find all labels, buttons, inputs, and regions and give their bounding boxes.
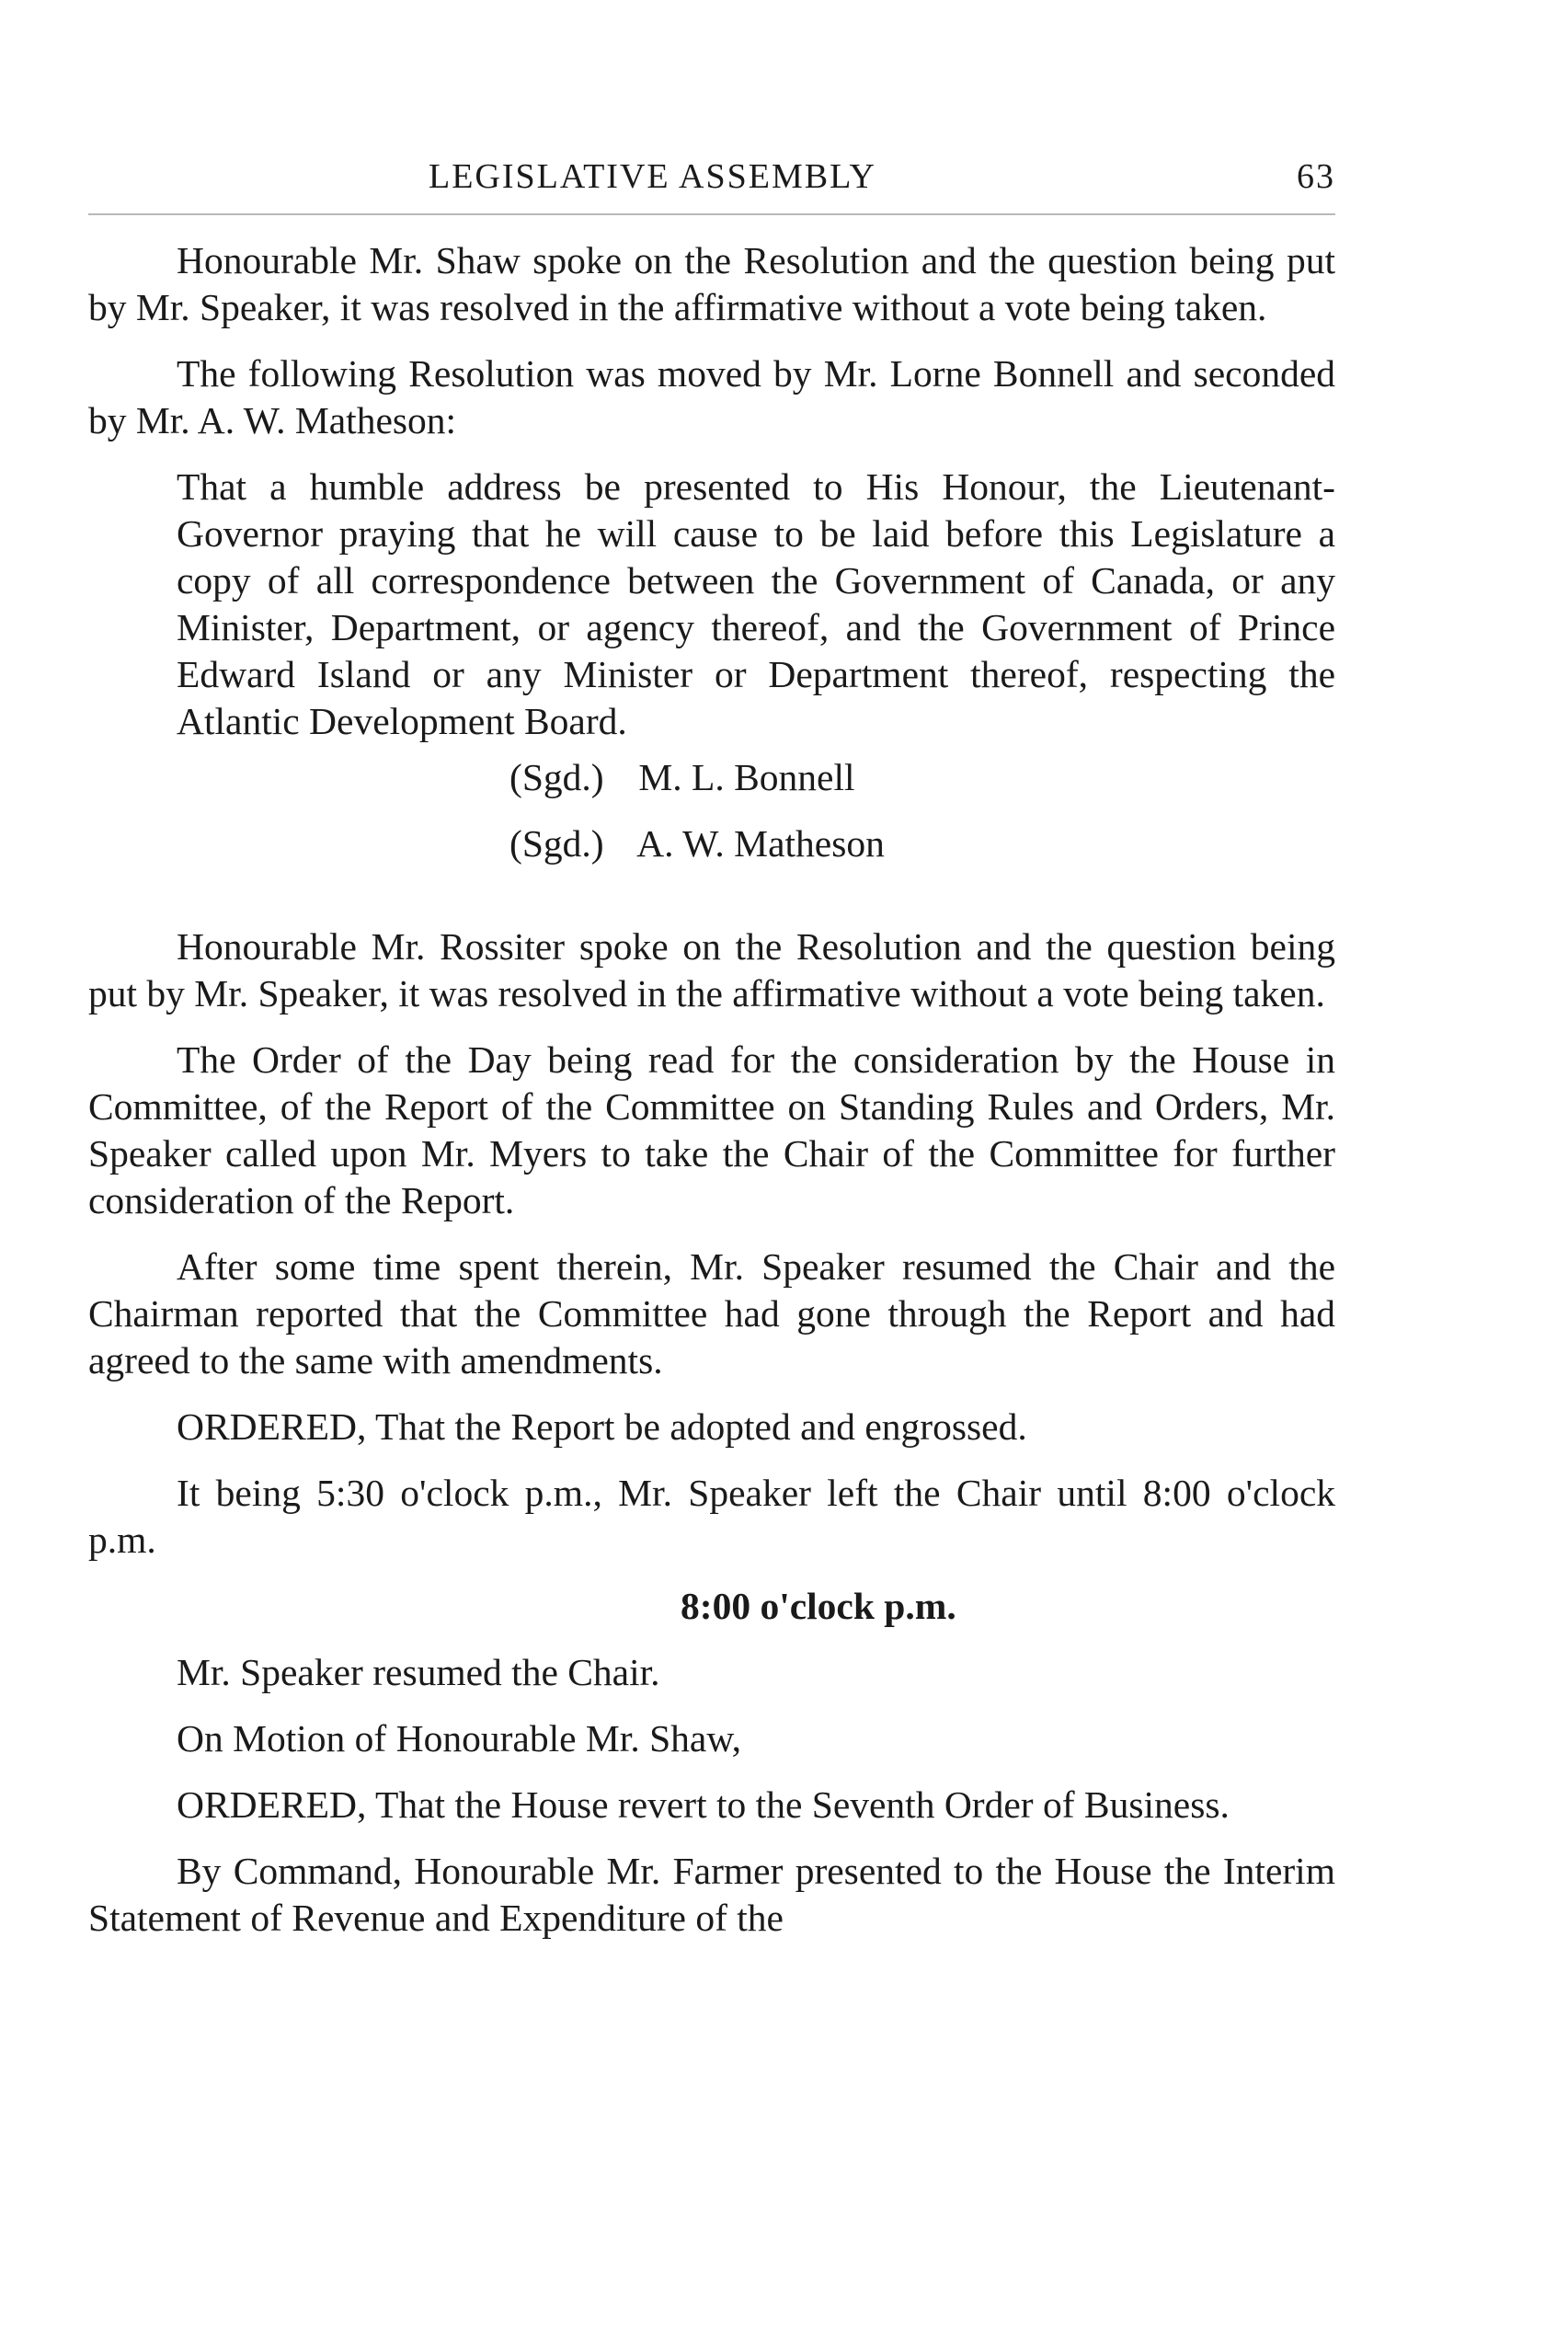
paragraph: After some time spent therein, Mr. Speaker resumed the Chair and the Chairman reported that the Committee had gone through the Report and had agreed to the same with amendments. [88, 1245, 1335, 1381]
document-page [88, 138, 1335, 1961]
resolution-text: That a humble address be presented to His Honour, the Lieutenant-Governor praying that he will cause to be laid before this Legislature a copy of all correspondence between the Government of Canada, or any Minister, Department, or agency thereof, and the Government of Prince Edward Island or any Minister or Department thereof, respecting the Atlantic Development Board. [177, 465, 1335, 742]
paragraph: Honourable Mr. Rossiter spoke on the Resolution and the question being put by Mr. Speaker, it was resolved in the affirmative without a vote being taken. [88, 925, 1335, 1015]
header-rule [88, 213, 1335, 215]
page-number: 63 [1297, 157, 1335, 196]
signature-prefix: (Sgd.) [509, 756, 604, 798]
spacer [88, 887, 1335, 923]
paragraph: By Command, Honourable Mr. Farmer presented to the House the Interim Statement of Revenue and Expenditure of the [88, 1850, 1335, 1939]
paragraph: ORDERED, That the House revert to the Seventh Order of Business. [177, 1783, 1230, 1826]
signature-name: A. W. Matheson [636, 822, 885, 865]
paragraph: The following Resolution was moved by Mr. Lorne Bonnell and seconded by Mr. A. W. Matheson: [88, 352, 1335, 441]
signature-prefix: (Sgd.) [509, 822, 604, 865]
signature-name: M. L. Bonnell [638, 756, 855, 798]
signature-line [88, 820, 1335, 867]
signature-line [88, 754, 1335, 801]
paragraph: The Order of the Day being read for the consideration by the House in Committee, of the Report of the Committee on Standing Rules and Orders, Mr. Speaker called upon Mr. Myers to take the Chair of the Committee for further consideration of the Report. [88, 1038, 1335, 1221]
paragraph: It being 5:30 o'clock p.m., Mr. Speaker left the Chair until 8:00 o'clock p.m. [88, 1472, 1335, 1561]
header-title: LEGISLATIVE ASSEMBLY [429, 157, 876, 196]
paragraph: Mr. Speaker resumed the Chair. [177, 1651, 660, 1693]
paragraph: ORDERED, That the Report be adopted and engrossed. [177, 1405, 1027, 1448]
document-body [88, 237, 1335, 1942]
paragraph: Honourable Mr. Shaw spoke on the Resolution and the question being put by Mr. Speaker, it was resolved in the affirmative without a vote being taken. [88, 239, 1335, 328]
running-header [88, 138, 1335, 202]
time-heading: 8:00 o'clock p.m. [681, 1585, 956, 1627]
paragraph: On Motion of Honourable Mr. Shaw, [177, 1717, 741, 1760]
